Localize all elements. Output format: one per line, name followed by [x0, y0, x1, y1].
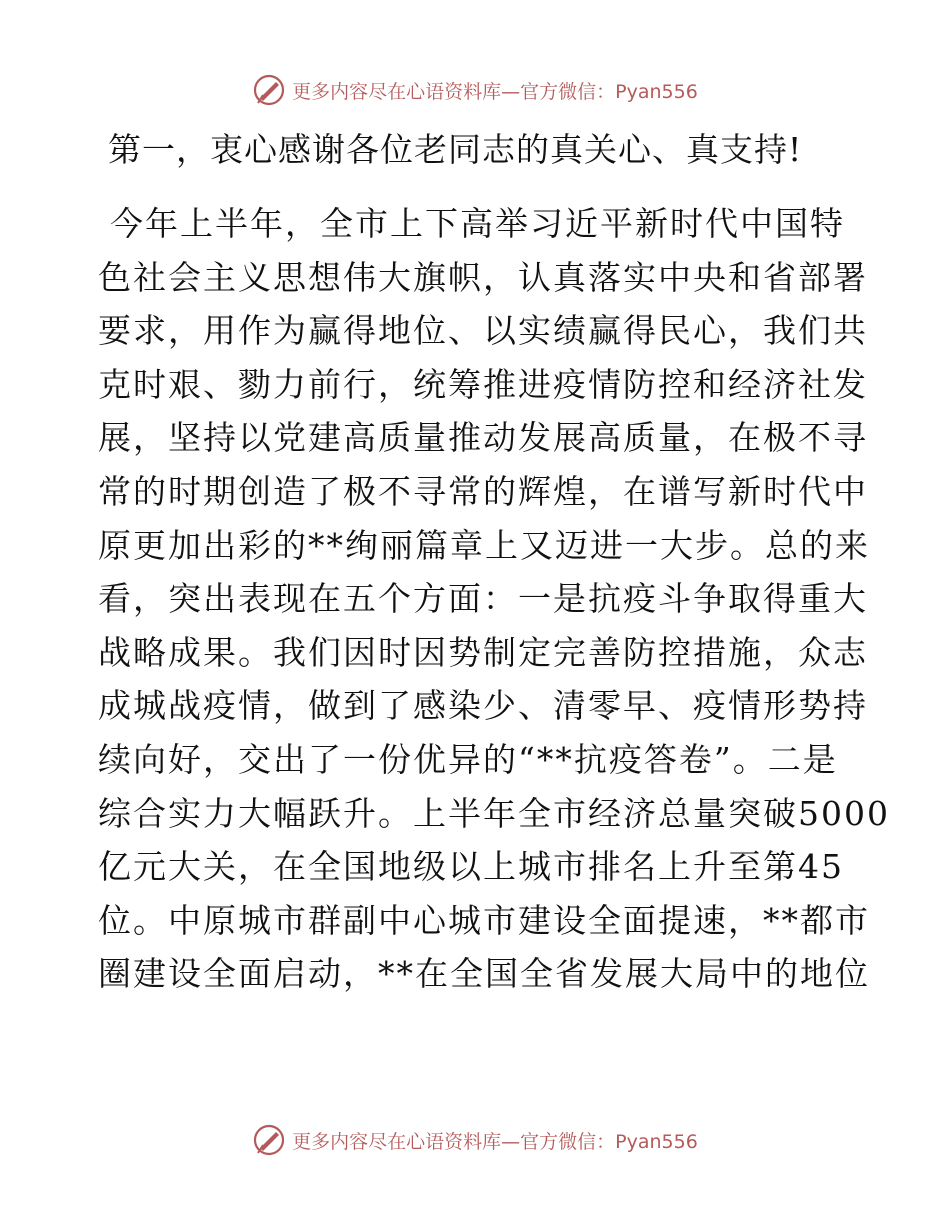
section-heading: 第一，衷心感谢各位老同志的真关心、真支持! [108, 130, 803, 169]
watermark-header [0, 70, 950, 110]
watermark-footer [0, 1120, 950, 1160]
paragraph-line: 展，坚持以党建高质量推动发展高质量，在极不寻 [98, 418, 868, 458]
paragraph-line: 综合实力大幅跃升。上半年全市经济总量突破5000 [98, 793, 890, 833]
paragraph-line: 要求，用作为赢得地位、以实绩赢得民心，我们共 [98, 311, 868, 351]
paragraph-line: 原更加出彩的**绚丽篇章上又迈进一大步。总的来 [98, 525, 870, 565]
paragraph-line: 色社会主义思想伟大旗帜，认真落实中央和省部署 [98, 257, 868, 297]
paragraph-line: 战略成果。我们因时因势制定完善防控措施，众志 [98, 632, 868, 672]
watermark-text: 更多内容尽在心语资料库—官方微信：Pyan556 [292, 1130, 698, 1153]
paragraph-line: 续向好，交出了一份优异的“**抗疫答卷”。二是 [98, 739, 838, 779]
paragraph-line: 圈建设全面启动，**在全国全省发展大局中的地位 [98, 954, 870, 994]
paragraph-line: 位。中原城市群副中心城市建设全面提速，**都市 [98, 900, 870, 940]
body-paragraph [98, 197, 890, 1001]
paragraph-line: 看，突出表现在五个方面：一是抗疫斗争取得重大 [98, 579, 868, 619]
paragraph-line: 成城战疫情，做到了感染少、清零早、疫情形势持 [98, 686, 868, 726]
paragraph-line: 今年上半年，全市上下高举习近平新时代中国特 [110, 204, 845, 243]
paragraph-line: 克时艰、勠力前行，统筹推进疫情防控和经济社发 [98, 364, 868, 404]
paragraph-line: 亿元大关，在全国地级以上城市排名上升至第45 [98, 847, 844, 887]
quill-logo-icon [252, 73, 286, 107]
quill-logo-icon [252, 1123, 286, 1157]
paragraph-line: 常的时期创造了极不寻常的辉煌，在谱写新时代中 [98, 471, 868, 511]
watermark-text: 更多内容尽在心语资料库—官方微信：Pyan556 [292, 80, 698, 103]
